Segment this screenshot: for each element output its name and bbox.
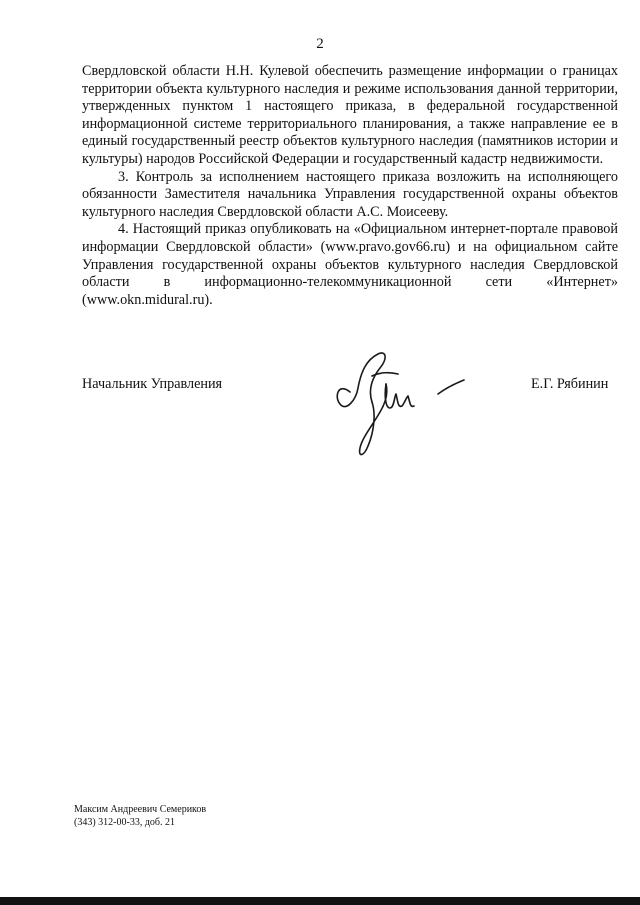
paragraph-item-4: 4. Настоящий приказ опубликовать на «Официальном интернет-портале правовой информации Свердловской области» (www.pravo.gov66.ru) и на официальном сайте Управления государственной охраны объектов культурного наследия Свердловской области в информационно-телекоммуникационной сети «Интернет» (www.okn.midural.ru).	[82, 221, 618, 308]
paragraph-continuation: Свердловской области Н.Н. Кулевой обеспечить размещение информации о границах территории объекта культурного наследия и режиме использования данной территории, утвержденных пунктом 1 настоящего приказа, в федеральной государственной информационной системе территориального планирования, а также направление ее в единый государственный реестр объектов культурного наследия (памятников истории и культуры) народов Российской Федерации и государственный кадастр недвижимости.	[82, 63, 618, 167]
paragraph-item-3: 3. Контроль за исполнением настоящего приказа возложить на исполняющего обязанности Заместителя начальника Управления государственной охраны объектов культурного наследия Свердловской области А.С. Моисееву.	[82, 168, 618, 220]
page-number: 2	[316, 36, 324, 52]
signer-position: Начальник Управления	[82, 376, 223, 392]
contact-name: Максим Андреевич Семериков	[74, 804, 207, 815]
handwritten-signature	[328, 342, 468, 464]
document-body	[82, 63, 618, 309]
scan-bottom-edge	[0, 897, 640, 905]
contact-phone: (343) 312-00-33, доб. 21	[74, 816, 175, 828]
signer-name: Е.Г. Рябинин	[531, 376, 609, 392]
contact-block	[74, 804, 206, 829]
